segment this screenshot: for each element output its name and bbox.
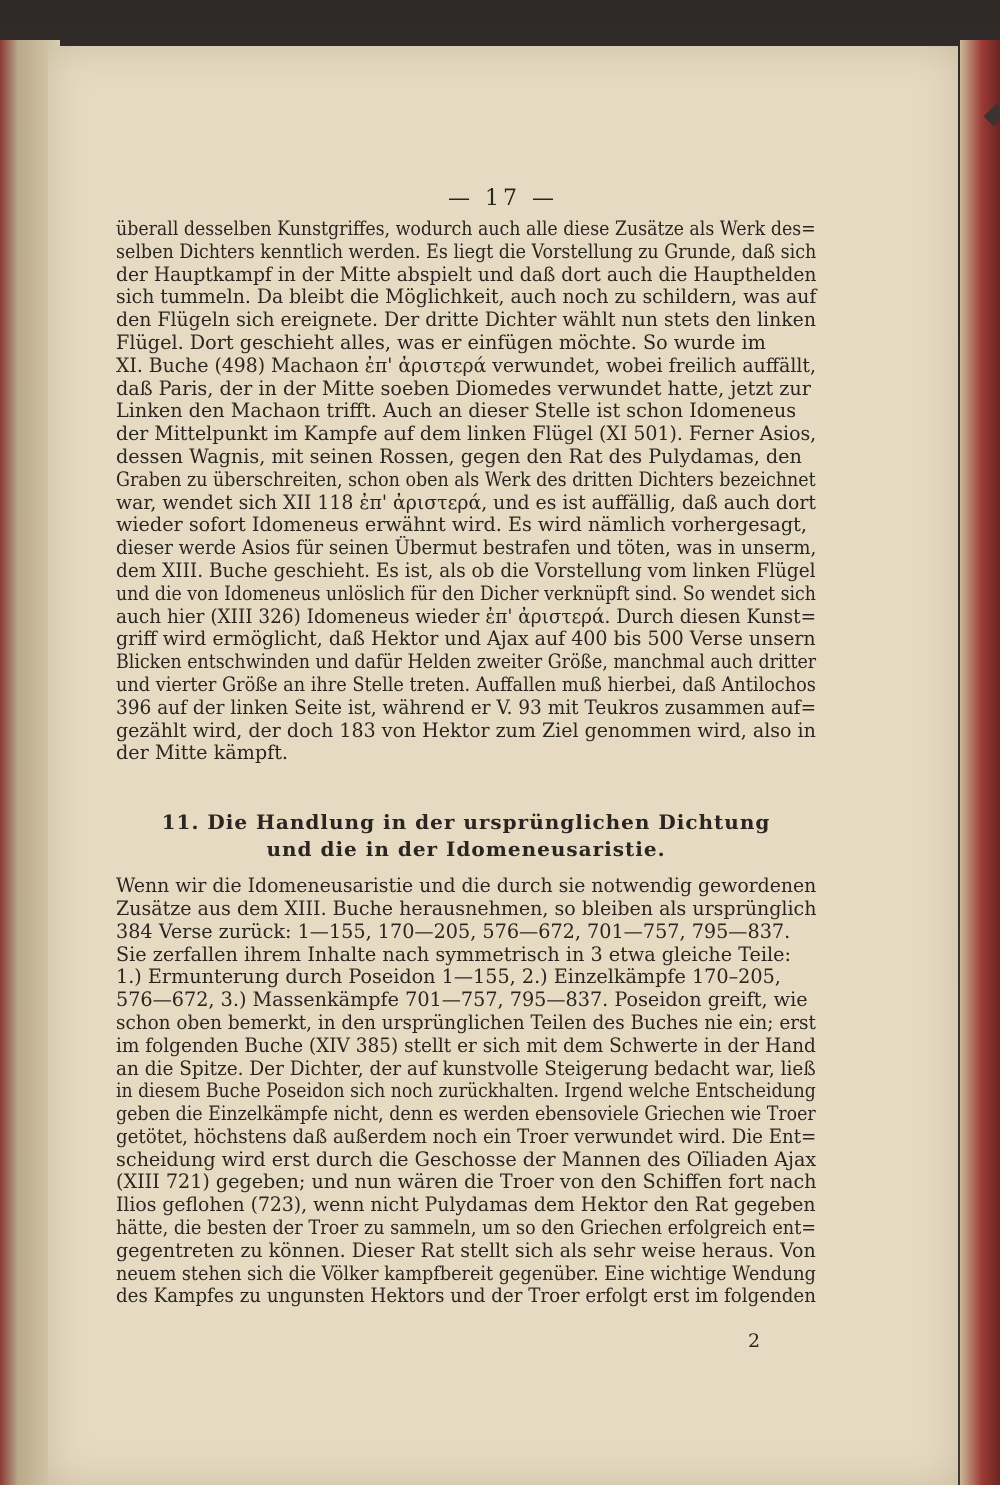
text-line: scheidung wird erst durch die Geschosse der Mannen des Oïliaden Ajax <box>116 1147 817 1171</box>
text-line: in diesem Buche Poseidon sich noch zurückhalten. Irgend welche Entscheidung <box>116 1079 816 1103</box>
text-line: der Mittelpunkt im Kampfe auf dem linken Flügel (XI 501). Ferner Asios, <box>116 422 817 446</box>
text-line: XI. Buche (498) Machaon ἐπ' ἀριστερά verwundet, wobei freilich auffällt, <box>116 353 816 377</box>
text-line: 384 Verse zurück: 1—155, 170—205, 576—672, 701—757, 795—837. <box>116 919 791 943</box>
text-line: griff wird ermöglicht, daß Hektor und Ajax auf 400 bis 500 Verse unsern <box>116 627 816 651</box>
section-title-line-2: und die in der Idomeneusaristie. <box>266 837 666 862</box>
text-line: Wenn wir die Idomeneusaristie und die durch sie notwendig gewordenen <box>116 874 817 898</box>
page-body <box>116 218 816 1308</box>
text-line: im folgenden Buche (XIV 385) stellt er sich mit dem Schwerte in der Hand <box>116 1033 816 1057</box>
text-line: geben die Einzelkämpfe nicht, denn es werden ebensoviele Griechen wie Troer <box>116 1102 816 1126</box>
text-line: war, wendet sich XII 118 ἐπ' ἀριστερά, und es ist auffällig, daß auch dort <box>116 490 816 514</box>
page-number: — 17 — <box>448 186 558 211</box>
text-line: daß Paris, der in der Mitte soeben Diomedes verwundet hatte, jetzt zur <box>116 376 811 400</box>
text-line: der Mitte kämpft. <box>116 741 289 765</box>
text-line: selben Dichters kenntlich werden. Es liegt die Vorstellung zu Grunde, daß sich <box>116 239 817 263</box>
text-line: Linken den Machaon trifft. Auch an dieser Stelle ist schon Idomeneus <box>116 399 797 423</box>
text-line: getötet, höchstens daß außerdem noch ein Troer verwundet wird. Die Ent= <box>116 1124 817 1148</box>
section-heading <box>116 809 816 863</box>
text-line: schon oben bemerkt, in den ursprünglichen Teilen des Buches nie ein; erst <box>116 1010 816 1034</box>
printer-signature: 2 <box>748 1330 761 1352</box>
text-line: 576—672, 3.) Massenkämpfe 701—757, 795—837. Poseidon greift, wie <box>116 988 808 1012</box>
text-line: des Kampfes zu ungunsten Hektors und der Troer erfolgt erst im folgenden <box>116 1284 816 1308</box>
text-line: wieder sofort Idomeneus erwähnt wird. Es wird nämlich vorhergesagt, <box>116 513 807 537</box>
text-line: sich tummeln. Da bleibt die Möglichkeit, auch noch zu schildern, was auf <box>116 285 817 309</box>
text-line: der Hauptkampf in der Mitte abspielt und daß dort auch die Haupthelden <box>116 262 817 286</box>
text-line: den Flügeln sich ereignete. Der dritte Dichter wählt nun stets den linken <box>116 308 816 332</box>
text-line: 396 auf der linken Seite ist, während er V. 93 mit Teukros zusammen auf= <box>116 695 817 719</box>
text-line: Blicken entschwinden und dafür Helden zweiter Größe, manchmal auch dritter <box>116 650 817 674</box>
text-line: an die Spitze. Der Dichter, der auf kunstvolle Steigerung bedacht war, ließ <box>116 1056 816 1080</box>
paragraph-2 <box>116 875 816 1308</box>
text-line: auch hier (XIII 326) Idomeneus wieder ἐπ' ἀριστερά. Durch diesen Kunst= <box>116 604 817 628</box>
book-page <box>48 46 958 1485</box>
text-line: gezählt wird, der doch 183 von Hektor zum Ziel genommen wird, also in <box>116 718 816 742</box>
text-line: und vierter Größe an ihre Stelle treten. Auffallen muß hierbei, daß Antilochos <box>116 672 816 696</box>
section-title-line-1: 11. Die Handlung in der ursprünglichen Dichtung <box>161 810 771 835</box>
paragraph-1 <box>116 218 816 765</box>
text-line: Flügel. Dort geschieht alles, was er einfügen möchte. So wurde im <box>116 330 766 354</box>
text-line: 1.) Ermunterung durch Poseidon 1—155, 2.) Einzelkämpfe 170–205, <box>116 965 781 989</box>
book-cover-edge <box>960 40 1000 1485</box>
text-line: und die von Idomeneus unlöslich für den Dicher verknüpft sind. So wendet sich <box>116 581 816 605</box>
text-line: dem XIII. Buche geschieht. Es ist, als ob die Vorstellung vom linken Flügel <box>116 558 816 582</box>
text-line: Sie zerfallen ihrem Inhalte nach symmetrisch in 3 etwa gleiche Teile: <box>116 942 791 966</box>
text-line: neuem stehen sich die Völker kampfbereit gegenüber. Eine wichtige Wendung <box>116 1261 816 1285</box>
text-line: überall desselben Kunstgriffes, wodurch auch alle diese Zusätze als Werk des= <box>116 217 816 240</box>
text-line: Zusätze aus dem XIII. Buche herausnehmen, so bleiben als ursprünglich <box>116 896 817 920</box>
text-line: Ilios geflohen (723), wenn nicht Pulydamas dem Hektor den Rat gegeben <box>116 1193 816 1217</box>
text-line: Graben zu überschreiten, schon oben als Werk des dritten Dichters bezeichnet <box>116 467 816 491</box>
text-line: dessen Wagnis, mit seinen Rossen, gegen den Rat des Pulydamas, den <box>116 444 802 468</box>
text-line: hätte, die besten der Troer zu sammeln, um so den Griechen erfolgreich ent= <box>116 1216 817 1240</box>
text-line: (XIII 721) gegeben; und nun wären die Troer von den Schiffen fort nach <box>116 1170 817 1194</box>
text-line: dieser werde Asios für seinen Übermut bestrafen und töten, was in unserm, <box>116 536 817 560</box>
text-line: gegentreten zu können. Dieser Rat stellt sich als sehr weise heraus. Von <box>116 1238 816 1262</box>
